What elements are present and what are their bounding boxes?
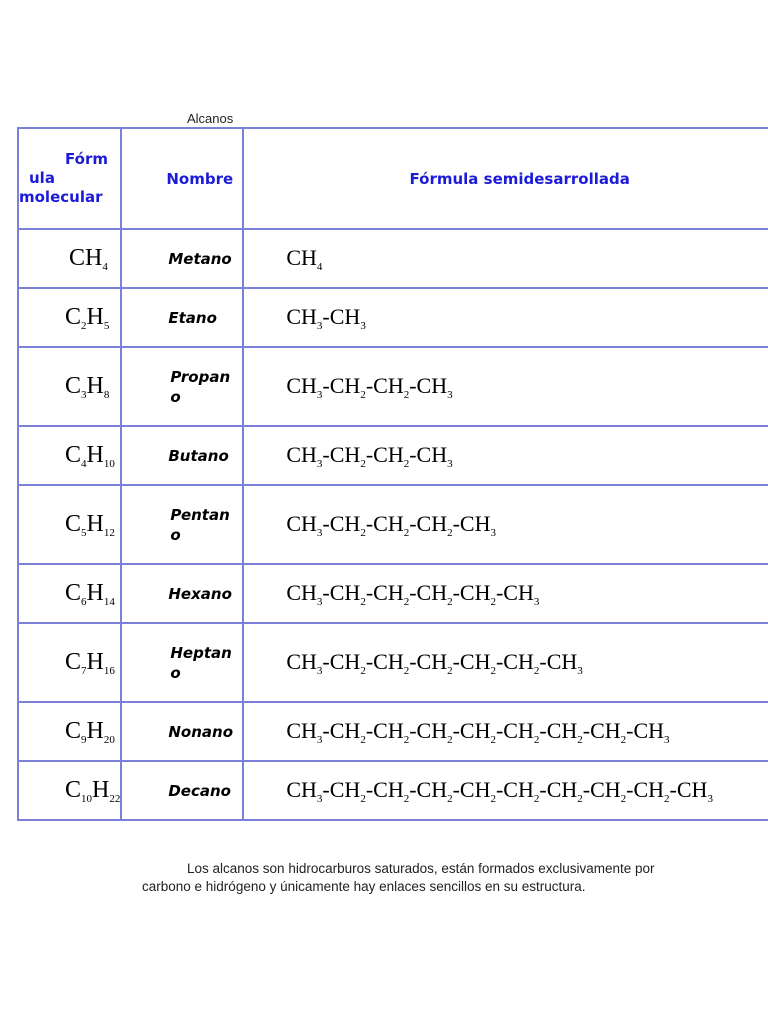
alkane-name: Metano: [168, 249, 232, 268]
formula-carbon-count: 6: [81, 595, 87, 608]
semi-group: CH: [286, 510, 317, 536]
formula-carbon: C: [65, 372, 82, 399]
formula-hydrogen: H: [86, 579, 104, 606]
molecular-formula-cell: [19, 289, 122, 348]
semi-subscript: 3: [664, 733, 670, 746]
semi-subscript: 2: [360, 526, 366, 539]
semi-formula-cell: [244, 486, 768, 565]
semi-subscript: 3: [316, 664, 323, 677]
semi-formula-cell: [244, 565, 768, 624]
semi-subscript: 2: [403, 792, 410, 805]
formula-hydrogen: H: [86, 510, 104, 537]
semi-group: -CH: [452, 579, 491, 605]
semi-subscript: 3: [707, 792, 713, 805]
alkane-name: Hexano: [168, 584, 232, 603]
formula-carbon: C: [65, 579, 82, 606]
semi-formula-cell: [244, 230, 768, 289]
semi-subscript: 2: [447, 664, 453, 677]
semi-formula-cell: [244, 348, 768, 427]
semi-subscript: 2: [360, 792, 366, 805]
semi-group: -CH: [452, 510, 491, 536]
semi-subscript: 3: [316, 733, 323, 746]
semi-group: -CH: [409, 510, 448, 536]
semi-group: -CH: [582, 776, 621, 802]
semi-subscript: 2: [533, 792, 540, 805]
semi-formula-cell: [244, 703, 768, 762]
semi-subscript: 2: [360, 595, 366, 608]
semi-group: -CH: [409, 776, 448, 802]
formula-hydrogen-count: 5: [103, 319, 110, 332]
semi-group: -CH: [539, 648, 578, 674]
formula-hydrogen: H: [86, 717, 104, 744]
semi-subscript: 4: [316, 260, 323, 273]
header-molecular-formula: [19, 129, 122, 230]
semi-group: -CH: [409, 579, 448, 605]
formula-carbon-count: 4: [81, 457, 87, 470]
semi-group: -CH: [322, 648, 361, 674]
formula-carbon: C: [65, 510, 82, 537]
table-body: [19, 230, 768, 821]
alkane-name-cell: [122, 230, 244, 289]
semi-group: -CH: [495, 579, 534, 605]
semi-subscript: 2: [360, 664, 366, 677]
molecular-formula-cell: [19, 624, 122, 703]
semi-group: -CH: [539, 717, 578, 743]
semi-group: -CH: [322, 510, 361, 536]
alkane-name-cell: [122, 703, 244, 762]
semi-subscript: 3: [360, 319, 366, 332]
semi-group: -CH: [582, 717, 621, 743]
molecular-formula-cell: [19, 230, 122, 289]
semi-subscript: 2: [490, 792, 496, 805]
table-row: [19, 703, 768, 762]
alkane-name-cell: [122, 762, 244, 821]
semi-group: -CH: [495, 717, 534, 743]
table-row: [19, 348, 768, 427]
semi-subscript: 2: [403, 388, 410, 401]
semi-group: -CH: [452, 776, 491, 802]
alkane-name-cell: [122, 565, 244, 624]
semi-group: CH: [286, 372, 317, 398]
formula-carbon-count: 7: [81, 664, 87, 677]
alkanes-table: [17, 127, 768, 821]
table-row: [19, 624, 768, 703]
semi-subscript: 2: [403, 595, 410, 608]
table-row: [19, 486, 768, 565]
semi-group: -CH: [409, 717, 448, 743]
semi-group: CH: [286, 579, 317, 605]
formula-hydrogen: H: [86, 303, 104, 330]
table-row: [19, 230, 768, 289]
semi-subscript: 2: [620, 733, 627, 746]
alkane-name: Propan o: [170, 367, 231, 406]
formula-hydrogen-count: 22: [109, 792, 121, 805]
semi-subscript: 3: [533, 595, 540, 608]
molecular-formula-cell: [19, 427, 122, 486]
alkane-name: Butano: [168, 446, 229, 465]
semi-group: -CH: [365, 510, 404, 536]
semi-group: -CH: [322, 441, 361, 467]
semi-subscript: 3: [316, 595, 323, 608]
formula-hydrogen-count: 12: [103, 526, 115, 539]
formula-carbon: C: [65, 776, 82, 803]
alkane-name-cell: [122, 348, 244, 427]
alkane-name: Heptan o: [170, 643, 232, 682]
table-row: [19, 289, 768, 348]
semi-subscript: 2: [490, 664, 496, 677]
semi-group: CH: [286, 244, 317, 270]
alkane-name: Pentan o: [170, 505, 230, 544]
semi-group: -CH: [322, 303, 361, 329]
semi-subscript: 3: [316, 526, 323, 539]
semi-subscript: 2: [447, 595, 453, 608]
molecular-formula-cell: [19, 486, 122, 565]
semi-group: -CH: [322, 372, 361, 398]
semi-group: -CH: [495, 648, 534, 674]
semi-group: -CH: [322, 776, 361, 802]
semi-group: -CH: [365, 776, 404, 802]
semi-subscript: 3: [316, 319, 323, 332]
semi-group: -CH: [322, 717, 361, 743]
semi-group: CH: [286, 303, 317, 329]
formula-hydrogen: H: [86, 372, 104, 399]
header-molecular-line1: Fórm: [65, 150, 108, 168]
table-row: [19, 762, 768, 821]
formula-hydrogen-count: 10: [103, 457, 115, 470]
semi-group: -CH: [452, 648, 491, 674]
header-semi-formula: Fórmula semidesarrollada: [244, 129, 768, 230]
alkane-name-cell: [122, 486, 244, 565]
alkane-name: Etano: [168, 308, 217, 327]
table-row: [19, 565, 768, 624]
semi-group: -CH: [365, 441, 404, 467]
semi-subscript: 2: [490, 595, 496, 608]
formula-hydrogen-count: 20: [103, 733, 115, 746]
formula-hydrogen: H: [86, 648, 104, 675]
molecular-formula-cell: [19, 762, 122, 821]
semi-group: -CH: [409, 648, 448, 674]
semi-group: -CH: [322, 579, 361, 605]
header-molecular-line2: ula: [29, 169, 55, 187]
alkane-name: Nonano: [168, 722, 234, 741]
semi-group: -CH: [365, 372, 404, 398]
semi-group: -CH: [365, 579, 404, 605]
semi-group: CH: [286, 717, 317, 743]
formula-carbon-count: 9: [81, 733, 87, 746]
semi-subscript: 2: [360, 388, 366, 401]
semi-formula-cell: [244, 427, 768, 486]
semi-group: -CH: [365, 648, 404, 674]
semi-group: -CH: [409, 372, 448, 398]
semi-group: -CH: [409, 441, 448, 467]
semi-subscript: 2: [403, 457, 410, 470]
formula-hydrogen-count: 14: [103, 595, 115, 608]
table-row: [19, 427, 768, 486]
formula-carbon: C: [65, 717, 82, 744]
alkane-name-cell: [122, 289, 244, 348]
formula-carbon-count: 10: [81, 792, 93, 805]
semi-subscript: 2: [447, 526, 453, 539]
semi-subscript: 2: [664, 792, 670, 805]
semi-subscript: 2: [490, 733, 496, 746]
semi-subscript: 2: [447, 792, 453, 805]
semi-subscript: 2: [577, 733, 583, 746]
semi-formula-cell: [244, 289, 768, 348]
semi-subscript: 3: [447, 388, 453, 401]
formula-subscript: 4: [102, 260, 108, 273]
semi-subscript: 3: [316, 792, 323, 805]
semi-subscript: 3: [577, 664, 583, 677]
semi-formula-cell: [244, 762, 768, 821]
semi-subscript: 2: [533, 733, 540, 746]
formula-carbon: C: [65, 441, 82, 468]
semi-subscript: 2: [403, 733, 410, 746]
formula-hydrogen-count: 8: [103, 388, 110, 401]
alkane-name-cell: [122, 624, 244, 703]
semi-subscript: 3: [316, 457, 323, 470]
semi-subscript: 2: [533, 664, 540, 677]
formula-carbon-count: 2: [81, 319, 87, 332]
table-header-row: [19, 129, 768, 230]
molecular-formula-cell: [19, 703, 122, 762]
semi-group: -CH: [669, 776, 708, 802]
semi-group: CH: [286, 441, 317, 467]
formula-carbon: C: [65, 303, 82, 330]
semi-formula-cell: [244, 624, 768, 703]
molecular-formula-cell: [19, 348, 122, 427]
alkanes-table-container: [17, 127, 768, 843]
semi-subscript: 3: [490, 526, 496, 539]
semi-subscript: 3: [447, 457, 453, 470]
semi-subscript: 2: [360, 457, 366, 470]
semi-group: -CH: [626, 717, 665, 743]
header-name: Nombre: [122, 129, 244, 230]
formula-hydrogen-count: 16: [103, 664, 115, 677]
header-molecular-line3: molecular: [19, 188, 103, 206]
semi-subscript: 2: [620, 792, 627, 805]
semi-subscript: 2: [360, 733, 366, 746]
semi-group: -CH: [365, 717, 404, 743]
semi-subscript: 2: [447, 733, 453, 746]
semi-subscript: 3: [316, 388, 323, 401]
semi-group: -CH: [626, 776, 665, 802]
semi-group: -CH: [495, 776, 534, 802]
semi-group: CH: [286, 648, 317, 674]
alkane-name: Decano: [168, 781, 231, 800]
semi-subscript: 2: [577, 792, 583, 805]
semi-group: CH: [286, 776, 317, 802]
description-text: Los alcanos son hidrocarburos saturados, están formados exclusivamente por carbono e hidrógeno y únicamente hay enlaces sencillos en su estructura.: [142, 861, 655, 894]
semi-subscript: 2: [403, 526, 410, 539]
molecular-formula-cell: [19, 565, 122, 624]
semi-group: -CH: [539, 776, 578, 802]
alkane-name-cell: [122, 427, 244, 486]
semi-subscript: 2: [403, 664, 410, 677]
table-caption: Alcanos: [187, 111, 234, 126]
formula-hydrogen: H: [86, 441, 104, 468]
semi-group: -CH: [452, 717, 491, 743]
formula-hydrogen: H: [92, 776, 110, 803]
formula-atoms: CH: [69, 244, 103, 271]
formula-carbon-count: 3: [81, 388, 87, 401]
formula-carbon: C: [65, 648, 82, 675]
formula-carbon-count: 5: [81, 526, 87, 539]
